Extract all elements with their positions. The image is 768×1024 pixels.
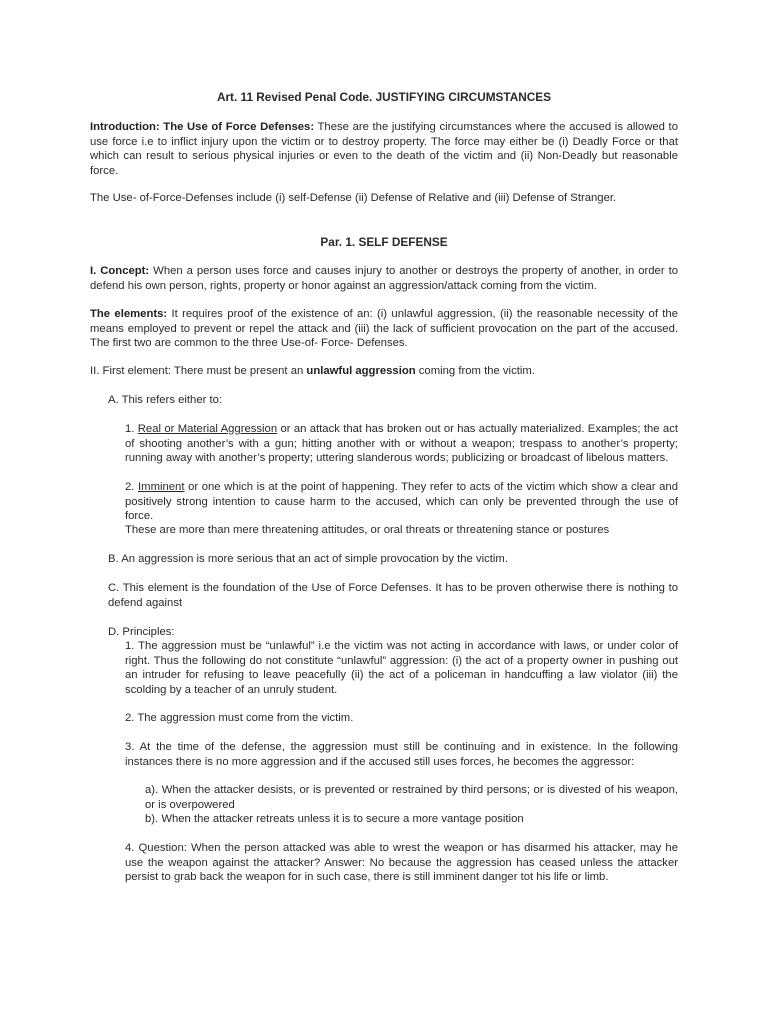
principle-3a: a). When the attacker desists, or is prevented or restrained by third persons; or is divested of his weapon, or is overpowered [145, 784, 678, 811]
elements-text: It requires proof of the existence of an: (i) unlawful aggression, (ii) the reasonable necessity of the means employed to prevent or repel the attack and (iii) the lack of sufficient provocation on the part of the accused. The first two are common to the three Use-of- Force- Defenses. [90, 308, 679, 350]
use-of-force-paragraph: The Use- of-Force-Defenses include (i) self-Defense (ii) Defense of Relative and (iii) Defense of Stranger. [90, 192, 617, 204]
c-paragraph: C. This element is the foundation of the Use of Force Defenses. It has to be proven otherwise there is nothing to defend against [108, 582, 678, 609]
item2-num: 2. [125, 481, 139, 493]
principle-3: 3. At the time of the defense, the aggression must still be continuing and in existence. In the following instances there is no more aggression and if the accused still uses forces, he becomes the aggressor: [125, 741, 678, 768]
first-element-pre: II. First element: There must be present an [90, 365, 307, 377]
intro-paragraph [90, 120, 678, 178]
intro-text: These are the justifying circumstances where the accused is allowed to use force i.e to inflict injury upon the victim or to destroy property. The force may either be (i) Deadly Force or that which can result to serious physical injuries or even to the death of the victim and (ii) Non-Deadly but reasonable force. [90, 121, 678, 177]
concept-paragraph [90, 264, 678, 293]
item1-text: or an attack that has broken out or has actually materialized. Examples; the act of shooting another’s with a gun; hitting another with or without a weapon; trespass to another’s property; running away with another’s property; uttering slanderous words; publicizing or broadcast of libelous matters. [125, 423, 678, 465]
b-paragraph: B. An aggression is more serious that an act of simple provocation by the victim. [108, 553, 508, 565]
principle-3b: b). When the attacker retreats unless it is to secure a more vantage position [145, 813, 524, 825]
item-imminent-aggression [125, 480, 678, 524]
principle-4: 4. Question: When the person attacked was able to wrest the weapon or has disarmed his attacker, may he use the weapon against the attacker? Answer: No because the aggression has ceased unless the attacker persist to grab back the weapon for in such case, there is still imminent danger tot his life or limb. [125, 842, 678, 884]
concept-label: I. Concept: [90, 265, 150, 277]
item2-text: or one which is at the point of happening. They refer to acts of the victim which show a clear and positively strong intention to cause harm to the accused, which can only be prevented through the use of force. [125, 481, 678, 523]
item-real-aggression [125, 422, 678, 466]
document-title: Art. 11 Revised Penal Code. JUSTIFYING CIRCUMSTANCES [216, 90, 552, 104]
principle-1: 1. The aggression must be “unlawful” i.e the victim was not acting in accordance with laws, or under color of right. Thus the following do not constitute “unlawful” aggression: (i) the act of a property owner in pushing out an intruder for refusing to leave peacefully (ii) the act of a policeman in handcuffing a law violator (iii) the scolding by a teacher of an unruly student. [125, 640, 678, 696]
d-principles-title: D. Principles: [108, 626, 175, 638]
elements-paragraph [90, 307, 678, 351]
item1-num: 1. [125, 423, 138, 435]
section-title-self-defense: Par. 1. SELF DEFENSE [320, 235, 448, 249]
concept-text: When a person uses force and causes injury to another or destroys the property of another, in order to defend his own person, rights, property or honor against an aggression/attack coming from the victim. [90, 265, 678, 292]
principle-2: 2. The aggression must come from the victim. [125, 712, 354, 724]
intro-label: Introduction: The Use of Force Defenses: [90, 121, 315, 133]
elements-label: The elements: [90, 308, 168, 320]
item2-term: Imminent [138, 481, 185, 493]
first-element-paragraph [90, 364, 678, 379]
first-element-post: coming from the victim. [415, 365, 535, 377]
first-element-bold: unlawful aggression [306, 365, 416, 377]
a-refers-paragraph: A. This refers either to: [108, 394, 223, 406]
item2-note: These are more than mere threatening attitudes, or oral threats or threatening stance or postures [125, 524, 610, 536]
item1-term: Real or Material Aggression [137, 423, 278, 435]
